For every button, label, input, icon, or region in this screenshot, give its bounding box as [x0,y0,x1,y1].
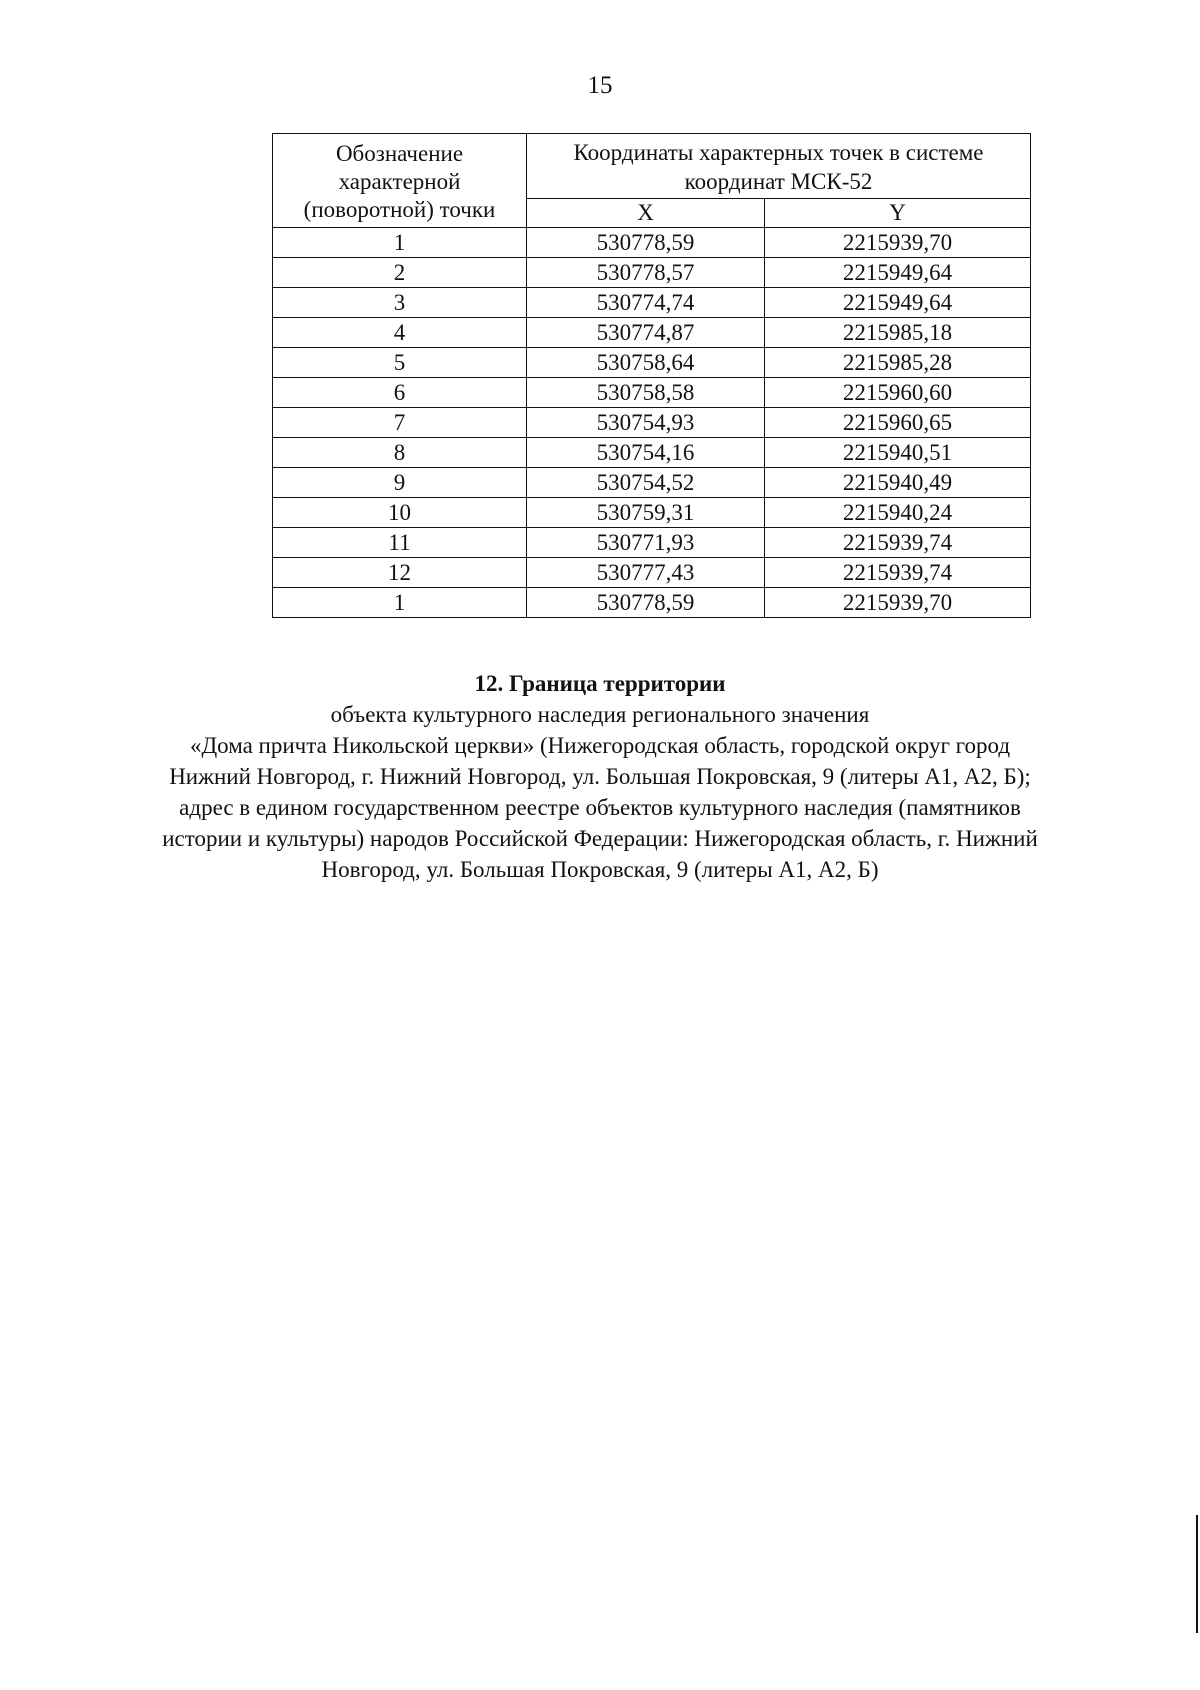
cell-x: 530771,93 [527,528,765,558]
cell-x: 530754,52 [527,468,765,498]
section-line: адрес в едином государственном реестре объектов культурного наследия (памятников [179,795,1021,820]
coordinates-table [272,133,1031,618]
cell-point: 10 [273,498,527,528]
cell-y: 2215940,24 [765,498,1031,528]
cell-x: 530778,59 [527,228,765,258]
header-coordinate-system: Координаты характерных точек в системе координат МСК-52 [527,134,1031,199]
header-point-designation: Обозначение характерной (поворотной) точки [273,134,527,228]
section-line: «Дома причта Никольской церкви» (Нижегородская область, городской округ город [189,733,1011,758]
cell-x: 530754,93 [527,408,765,438]
cell-x: 530758,64 [527,348,765,378]
cell-point: 5 [273,348,527,378]
cell-point: 7 [273,408,527,438]
page-number: 15 [587,72,613,99]
cell-y: 2215960,60 [765,378,1031,408]
cell-y: 2215939,74 [765,558,1031,588]
cell-x: 530759,31 [527,498,765,528]
cell-point: 9 [273,468,527,498]
cell-point: 1 [273,228,527,258]
cell-x: 530774,74 [527,288,765,318]
cell-y: 2215939,70 [765,588,1031,618]
table-row [273,228,1031,258]
table-row [273,558,1031,588]
cell-point: 12 [273,558,527,588]
table-row [273,318,1031,348]
cell-point: 6 [273,378,527,408]
section-block [150,668,1050,885]
table-row [273,408,1031,438]
cell-y: 2215940,51 [765,438,1031,468]
table-row [273,348,1031,378]
cell-x: 530777,43 [527,558,765,588]
section-line: объекта культурного наследия регионального значения [330,702,870,727]
table-row [273,528,1031,558]
table-row [273,378,1031,408]
table-row [273,588,1031,618]
coordinates-rows [273,228,1031,618]
table-row [273,498,1031,528]
header-y: Y [765,199,1031,228]
header-x: X [527,199,765,228]
cell-point: 4 [273,318,527,348]
cell-y: 2215939,74 [765,528,1031,558]
table-row [273,438,1031,468]
cell-y: 2215949,64 [765,258,1031,288]
cell-point: 11 [273,528,527,558]
cell-x: 530778,57 [527,258,765,288]
cell-x: 530778,59 [527,588,765,618]
cell-y: 2215949,64 [765,288,1031,318]
cell-point: 8 [273,438,527,468]
scan-edge-mark [1196,1515,1198,1633]
cell-point: 3 [273,288,527,318]
table-row [273,288,1031,318]
table-row [273,468,1031,498]
cell-y: 2215985,18 [765,318,1031,348]
section-line: Новгород, ул. Большая Покровская, 9 (литеры А1, А2, Б) [321,857,879,882]
table-row [273,258,1031,288]
cell-y: 2215985,28 [765,348,1031,378]
cell-x: 530774,87 [527,318,765,348]
section-line: Нижний Новгород, г. Нижний Новгород, ул. Большая Покровская, 9 (литеры А1, А2, Б); [169,764,1031,789]
cell-x: 530758,58 [527,378,765,408]
cell-x: 530754,16 [527,438,765,468]
cell-y: 2215939,70 [765,228,1031,258]
cell-point: 1 [273,588,527,618]
cell-point: 2 [273,258,527,288]
cell-y: 2215960,65 [765,408,1031,438]
section-title: 12. Граница территории [474,671,726,696]
section-line: истории и культуры) народов Российской Федерации: Нижегородская область, г. Нижний [162,826,1038,851]
cell-y: 2215940,49 [765,468,1031,498]
